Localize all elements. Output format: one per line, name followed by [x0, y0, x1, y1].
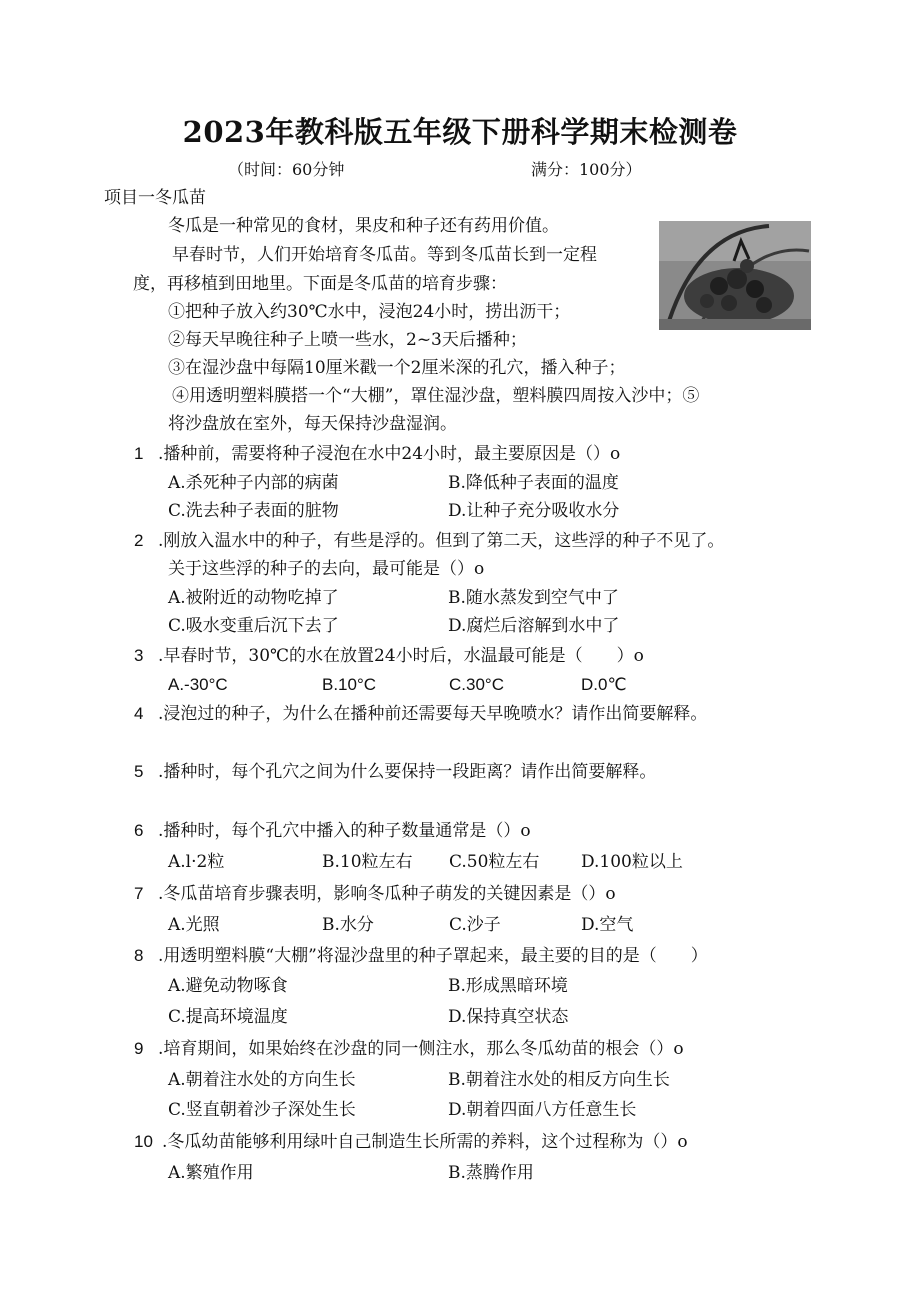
- q6-option-d[interactable]: D.100粒以上: [581, 852, 683, 872]
- question-3: [134, 644, 644, 668]
- question-text: .冬瓜苗培育步骤表明，影响冬瓜种子萌发的关键因素是（）o: [158, 884, 616, 904]
- q8-option-a[interactable]: A.避免动物啄食: [168, 976, 288, 996]
- q7-option-a[interactable]: A.光照: [168, 915, 220, 935]
- question-number: 4: [134, 704, 144, 723]
- step-4: ④用透明塑料膜搭一个“大棚”，罩住湿沙盘，塑料膜四周按入沙中；⑤: [172, 386, 700, 406]
- q2-option-a[interactable]: A.被附近的动物吃掉了: [168, 588, 339, 608]
- question-8: [134, 944, 708, 968]
- intro-line-1: 冬瓜是一种常见的食材，果皮和种子还有药用价值。: [168, 216, 559, 236]
- exam-time: （时间：60分钟: [228, 160, 345, 179]
- question-number: 6: [134, 821, 144, 840]
- question-number: 9: [134, 1039, 144, 1058]
- question-text: .早春时节，30℃的水在放置24小时后，水温最可能是（ ）o: [158, 646, 644, 666]
- q1-option-d[interactable]: D.让种子充分吸收水分: [448, 501, 620, 521]
- question-1: [134, 442, 620, 466]
- question-text: .播种时，每个孔穴中播入的种子数量通常是（）o: [158, 821, 531, 841]
- question-text: .培育期间，如果始终在沙盘的同一侧注水，那么冬瓜幼苗的根会（）o: [158, 1039, 684, 1059]
- question-number: 5: [134, 762, 144, 781]
- q6-option-c[interactable]: C.50粒左右: [449, 852, 540, 872]
- question-2-cont: 关于这些浮的种子的去向，最可能是（）o: [168, 559, 485, 579]
- exam-score: 满分：100分）: [531, 160, 642, 179]
- question-text: .播种时，每个孔穴之间为什么要保持一段距离？请作出简要解释。: [158, 762, 657, 782]
- intro-line-2: 早春时节，人们开始培育冬瓜苗。等到冬瓜苗长到一定程: [172, 245, 597, 265]
- question-number: 8: [134, 946, 144, 965]
- question-7: [134, 882, 616, 906]
- question-text: .浸泡过的种子，为什么在播种前还需要每天早晚喷水？请作出简要解释。: [158, 704, 708, 724]
- question-number: 10: [134, 1132, 153, 1151]
- question-2: [134, 529, 724, 553]
- q9-option-d[interactable]: D.朝着四面八方任意生长: [448, 1100, 637, 1120]
- question-5: [134, 760, 656, 784]
- q2-option-b[interactable]: B.随水蒸发到空气中了: [448, 588, 619, 608]
- question-number: 2: [134, 531, 144, 550]
- q3-option-a[interactable]: A.-30°C: [168, 675, 228, 694]
- q2-option-d[interactable]: D.腐烂后溶解到水中了: [448, 616, 620, 636]
- q3-option-d[interactable]: D.0℃: [581, 675, 627, 694]
- q7-option-c[interactable]: C.沙子: [449, 915, 501, 935]
- question-text: .刚放入温水中的种子，有些是浮的。但到了第二天，这些浮的种子不见了。: [158, 531, 725, 551]
- q2-option-c[interactable]: C.吸水变重后沉下去了: [168, 616, 339, 636]
- q9-option-c[interactable]: C.竖直朝着沙子深处生长: [168, 1100, 356, 1120]
- question-9: [134, 1037, 684, 1061]
- q7-option-d[interactable]: D.空气: [581, 915, 634, 935]
- question-number: 7: [134, 884, 144, 903]
- question-text: .播种前，需要将种子浸泡在水中24小时，最主要原因是（）o: [158, 444, 621, 464]
- q10-option-a[interactable]: A.繁殖作用: [168, 1163, 254, 1183]
- q7-option-b[interactable]: B.水分: [322, 915, 374, 935]
- q1-option-c[interactable]: C.洗去种子表面的脏物: [168, 501, 339, 521]
- question-text: .冬瓜幼苗能够利用绿叶自己制造生长所需的养料，这个过程称为（）o: [162, 1132, 688, 1152]
- section-heading: 项目一冬瓜苗: [104, 188, 206, 208]
- q1-option-a[interactable]: A.杀死种子内部的病菌: [168, 473, 339, 493]
- q8-option-c[interactable]: C.提高环境温度: [168, 1007, 288, 1027]
- q8-option-b[interactable]: B.形成黑暗环境: [448, 976, 568, 996]
- q10-option-b[interactable]: B.蒸腾作用: [448, 1163, 534, 1183]
- page-title: 2023年教科版五年级下册科学期末检测卷: [182, 115, 738, 149]
- step-2: ②每天早晚往种子上喷一些水，2~3天后播种；: [168, 330, 527, 350]
- question-10: [134, 1130, 688, 1154]
- q8-option-d[interactable]: D.保持真空状态: [448, 1007, 569, 1027]
- q6-option-b[interactable]: B.10粒左右: [322, 852, 413, 872]
- question-number: 3: [134, 646, 144, 665]
- q3-option-c[interactable]: C.30°C: [449, 675, 504, 694]
- q6-option-a[interactable]: A.l·2粒: [168, 852, 225, 872]
- seedling-photo: [659, 221, 811, 330]
- step-5: 将沙盘放在室外，每天保持沙盘湿润。: [168, 414, 457, 434]
- q9-option-b[interactable]: B.朝着注水处的相反方向生长: [448, 1070, 670, 1090]
- q9-option-a[interactable]: A.朝着注水处的方向生长: [168, 1070, 356, 1090]
- question-4: [134, 702, 707, 726]
- step-1: ①把种子放入约30℃水中，浸泡24小时，捞出沥干；: [168, 302, 571, 322]
- question-number: 1: [134, 444, 144, 463]
- question-text: .用透明塑料膜“大棚”将湿沙盘里的种子罩起来，最主要的目的是（ ）: [158, 946, 708, 966]
- q3-option-b[interactable]: B.10°C: [322, 675, 377, 694]
- step-3: ③在湿沙盘中每隔10厘米戳一个2厘米深的孔穴，播入种子；: [168, 358, 626, 378]
- intro-line-3: 度，再移植到田地里。下面是冬瓜苗的培育步骤：: [133, 274, 507, 294]
- question-6: [134, 819, 531, 843]
- q1-option-b[interactable]: B.降低种子表面的温度: [448, 473, 619, 493]
